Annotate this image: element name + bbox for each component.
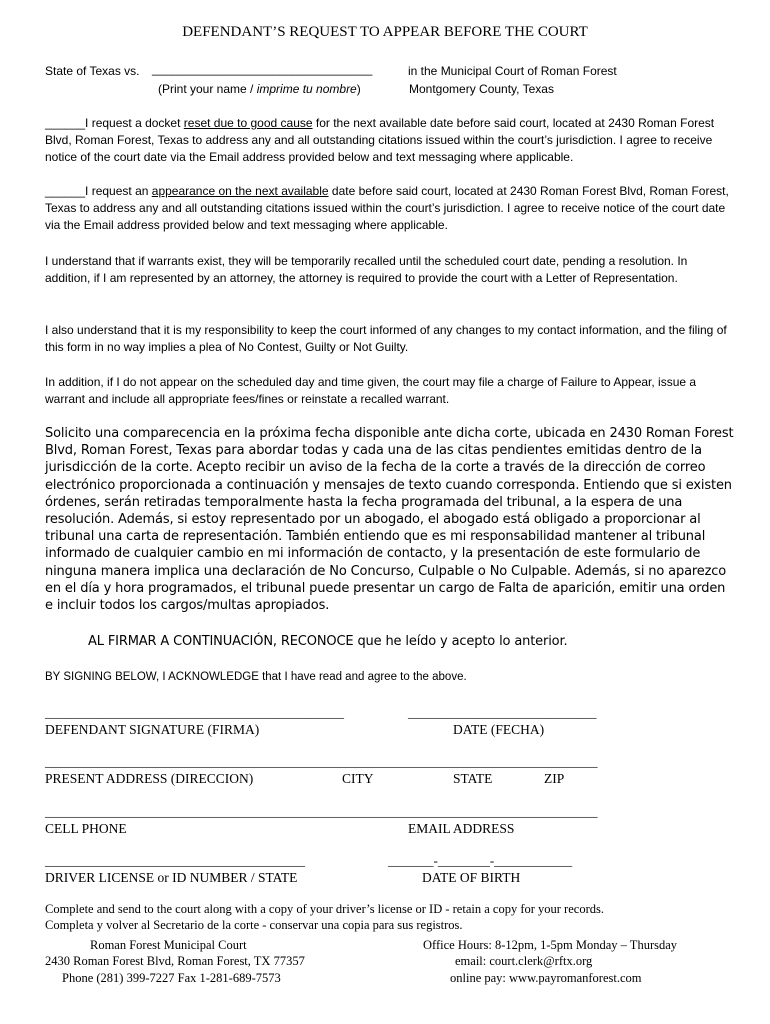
signature-line[interactable]: ______________________________________________ (45, 705, 344, 720)
court-email: email: court.clerk@rftx.org (455, 954, 593, 968)
zip-label: ZIP (544, 771, 565, 786)
court-name: Roman Forest Municipal Court (90, 938, 247, 952)
office-hours: Office Hours: 8-12pm, 1-5pm Monday – Thursday (423, 938, 678, 952)
court-line: in the Municipal Court of Roman Forest (408, 64, 617, 78)
driver-license-line[interactable]: ________________________________________ (45, 853, 305, 868)
spanish-acknowledge: AL FIRMAR A CONTINUACIÓN, RECONOCE que he leído y acepto lo anterior. (88, 634, 568, 649)
online-pay: online pay: www.payromanforest.com (450, 971, 642, 985)
warrants-paragraph: I understand that if warrants exist, they will be temporarily recalled until the scheduled court date, pending a resolution. In addition, if I am represented by an attorney, the attorney is required to provide the court with a Letter of Representation. (45, 254, 688, 285)
address-label: PRESENT ADDRESS (DIRECCION) (45, 771, 254, 786)
cell-email-line[interactable]: _____________________________________________________________________________________ (45, 804, 598, 819)
responsibility-paragraph: I also understand that it is my responsibility to keep the court informed of any changes to my contact information, and the filing of this form in no way implies a plea of No Contest, Guilty or Not Guilty. (45, 323, 727, 354)
instructions-spanish: Completa y volver al Secretario de la corte - conservar una copia para sus registros. (45, 918, 463, 932)
page-title: DEFENDANT’S REQUEST TO APPEAR BEFORE THE COURT (182, 24, 588, 40)
instructions-english: Complete and send to the court along with a copy of your driver’s license or ID - retain a copy for your records. (45, 902, 604, 916)
english-acknowledge: BY SIGNING BELOW, I ACKNOWLEDGE that I have read and agree to the above. (45, 671, 467, 683)
cell-phone-label: CELL PHONE (45, 821, 127, 836)
spanish-paragraph: Solicito una comparecencia en la próxima fecha disponible ante dicha corte, ubicada en 2430 Roman Forest Blvd, Roman Forest, Texas para abordar todas y cada una de las citas pendientes emitidas dentro de la jurisdicción de la corte. Acepto recibir un aviso de la fecha de la corte a través de la dirección de correo electrónico proporcionada a continuación y mensajes de texto cuando corresponda. Entiendo que si existen órdenes, serán retiradas temporalmente hasta la fecha programada del tribunal, a la espera de una resolución. Además, si estoy representado por un abogado, el abogado está obligado a proporcionar al tribunal una carta de representación. También entiendo que es mi responsabilidad mantener al tribunal informado de cualquier cambio en mi información de contacto, y la presentación de este formulario de ninguna manera implica una declaración de No Concurso, Culpable o No Culpable. Además, si no aparezco en el día y hora programados, el tribunal puede presentar un cargo de Falta de aparición, emitir una orden e incluir todos los cargos/multas apropiados. (45, 426, 734, 614)
defendant-name-blank[interactable]: _________________________________ (152, 62, 373, 76)
phone-fax: Phone (281) 399-7227 Fax 1-281-689-7573 (62, 971, 281, 985)
county-label: Montgomery County, Texas (409, 82, 554, 96)
failure-to-appear-paragraph: In addition, if I do not appear on the scheduled day and time given, the court may file a charge of Failure to Appear, issue a warrant and include all appropriate fees/fines or reinstate a recalled warrant. (45, 375, 697, 406)
state-of-texas-label: State of Texas vs. (45, 64, 140, 78)
city-label: CITY (342, 771, 374, 786)
signature-label: DEFENDANT SIGNATURE (FIRMA) (45, 722, 260, 737)
state-label: STATE (453, 771, 493, 786)
email-label: EMAIL ADDRESS (408, 821, 515, 836)
print-name-hint: (Print your name / imprime tu nombre) (158, 82, 361, 96)
option-reset-checkbox[interactable]: ______ (45, 116, 86, 130)
court-address: 2430 Roman Forest Blvd, Roman Forest, TX 77357 (45, 954, 305, 968)
date-label: DATE (FECHA) (453, 722, 545, 737)
driver-license-label: DRIVER LICENSE or ID NUMBER / STATE (45, 870, 298, 885)
option-reset-paragraph: ______I request a docket reset due to good cause for the next available date before said court, located at 2430 Roman Forest Blvd, Roman Forest, Texas to address any and all outstanding citations issued within the court’s jurisdiction. I agree to receive notice of the court date via the Email address provided below and text messaging where applicable. (45, 116, 715, 164)
date-of-birth-line[interactable]: _______-________-____________ (388, 853, 573, 868)
date-of-birth-label: DATE OF BIRTH (422, 870, 521, 885)
date-line[interactable]: _____________________________ (408, 705, 597, 720)
option-appearance-paragraph: ______I request an appearance on the next available date before said court, located at 2430 Roman Forest Blvd, Roman Forest, Texas to address any and all outstanding citations issued within the court’s jurisdiction. I agree to receive notice of the court date via the Email address provided below and text messaging where applicable. (45, 184, 729, 232)
address-line[interactable]: _____________________________________________________________________________________ (45, 754, 598, 769)
option-appearance-checkbox[interactable]: ______ (45, 184, 86, 198)
